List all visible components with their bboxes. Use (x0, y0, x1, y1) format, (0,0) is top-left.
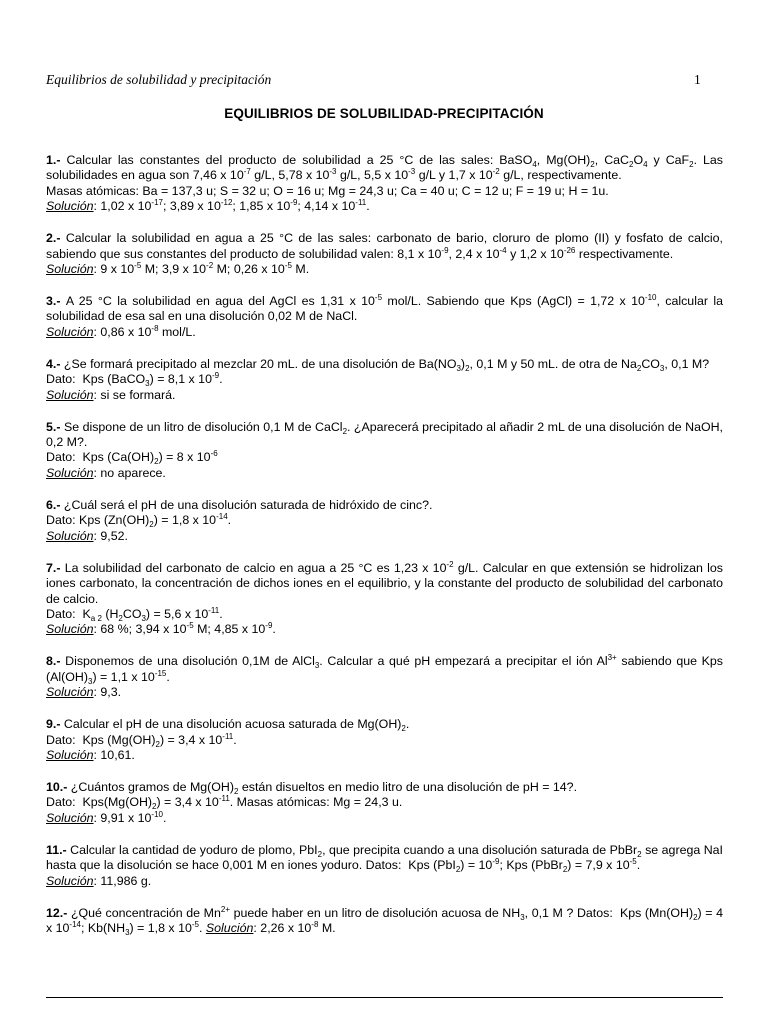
exercise-solution (206, 921, 336, 935)
exercise-solution (46, 199, 370, 213)
exercise-solution-line (46, 466, 723, 481)
exercise-number: 12.- (46, 905, 71, 920)
exercise-number: 6.- (46, 497, 64, 512)
exercise-solution (46, 748, 135, 762)
exercise-8 (46, 654, 723, 700)
solution-label: Solución (46, 262, 94, 277)
exercise-text: ¿Cuántos gramos de $Mg(OH)_2$ están disueltos en medio litro de una disolución de pH = 14?. (70, 779, 578, 796)
exercise-text: Calcular el pH de una disolución acuosa saturada de $Mg(OH)_2$. (63, 717, 410, 734)
exercise-data: Dato: Kps $(Zn(OH)_2) = 1,8$ x $10^{-14}$. (46, 512, 232, 530)
exercise-10 (46, 780, 723, 826)
exercise-9 (46, 717, 723, 763)
exercise-number: 8.- (46, 654, 66, 669)
exercise-text: Calcular la cantidad de yoduro de plomo, PbI$_2$, que precipita cuando a una disolución saturada de PbBr$_2$ se agrega NaI hasta que la disolución se hace 0,001 M en iones yoduro. Datos: Kps $(PbI_2) = 10^{-9}$; Kps (PbBr$_2$) = 7,9 x $10^{-5}$. (46, 842, 723, 875)
exercise-solution-line (46, 529, 723, 544)
exercise-5 (46, 420, 723, 482)
exercise-solution (46, 388, 175, 402)
solution-value: : 68 %; 3,94 x $10^{-5}$ M; 4,85 x $10^{-9}$. (93, 621, 276, 637)
exercise-11 (46, 843, 723, 889)
exercise-solution (46, 685, 121, 699)
exercise-data: Dato: Kps (BaCO$_3$) = 8,1 x $10^{-9}$. (46, 371, 223, 389)
exercise-number: 5.- (46, 419, 64, 434)
exercise-solution-line (46, 325, 723, 340)
exercise-text: ¿Cuál será el pH de una disolución saturada de hidróxido de cinc?. (63, 497, 433, 512)
exercise-solution (46, 466, 166, 480)
exercise-12 (46, 906, 723, 937)
exercise-number: 10.- (46, 779, 71, 794)
exercise-text: Calcular las constantes del producto de solubilidad a 25 °C de las sales: BaSO$_4$, $Mg(OH)_2$, $CaC_2O_4$ y CaF$_2$. Las solubilidades en agua son 7,46 x $10^{-7}$ g/L, 5,78 x $10^{-3}$ g/L, 5,5 x $10^{-3}$ g/L y 1,7 x $10^{-2}$ g/L, respectivamente. (46, 153, 723, 183)
solution-label: Solución (46, 324, 94, 339)
exercise-6 (46, 498, 723, 544)
exercise-text: La solubilidad del carbonato de calcio en agua a 25 °C es 1,23 x $10^{-2}$ g/L. Calcular en que extensión se hidrolizan los iones carbonato, la concentración de dichos iones en el equilibrio, y la constante del producto de solubilidad del carbonato de calcio. (46, 559, 724, 606)
solution-label: Solución (46, 387, 94, 402)
solution-label: Solución (46, 622, 94, 637)
exercise-4 (46, 357, 723, 403)
exercise-1 (46, 153, 723, 215)
solution-value: : 10,61. (93, 747, 135, 762)
exercise-data: Dato: $Kps(Mg(OH)_2) = 3,4$ x $10^{-11}$. Masas atómicas: Mg = 24,3 u. (46, 794, 403, 812)
exercise-statement (46, 153, 723, 184)
solution-value: : 9,91 x $10^{-10}$. (93, 809, 167, 825)
solution-label: Solución (46, 747, 94, 762)
solution-label: Solución (46, 685, 94, 700)
exercise-statement (46, 906, 723, 937)
running-header-title: Equilibrios de solubilidad y precipitación (46, 72, 272, 87)
solution-label: Solución (46, 465, 94, 480)
exercise-data: Dato: Kps $(Ca(OH)_2) = 8$ x $10^{-6}$ (46, 449, 218, 467)
exercise-statement (46, 780, 723, 795)
solution-label: Solución (46, 873, 94, 888)
exercise-text: ¿Se formará precipitado al mezclar 20 mL. de una disolución de $Ba(NO_3)_2$, 0,1 M y 50 mL. de otra de $Na_2CO_3$, 0,1 M? (63, 356, 710, 373)
exercise-2 (46, 231, 723, 277)
exercise-statement (46, 357, 723, 372)
exercise-solution (46, 622, 276, 636)
exercise-solution-line (46, 388, 723, 403)
solution-value: : no aparece. (93, 465, 166, 480)
exercise-statement (46, 717, 723, 732)
exercise-number: 3.- (46, 294, 66, 309)
exercise-text: Calcular la solubilidad en agua a 25 °C de las sales: carbonato de bario, cloruro de plomo (II) y fosfato de calcio, sabiendo que sus constantes del producto de solubilidad valen: 8,1 x $10^{-9}$, 2,4 x $10^{-4}$ y 1,2 x $10^{-26}$ respectivamente. (46, 231, 724, 261)
exercise-number: 1.- (46, 153, 67, 167)
exercise-number: 11.- (46, 842, 71, 857)
exercise-text: ¿Qué concentración de $Mn^{2+}$ puede haber en un litro de disolución acuosa de $NH_3$, 0,1 M ? Datos: Kps $(Mn(OH)_2) = 4$ x $10^{-14}$; $Kb(NH_3) = 1,8$ x $10^{-5}$. (46, 904, 723, 937)
exercise-text: Disponemos de una disolución 0,1M de AlCl$_3$. Calcular a qué pH empezará a precipitar el ión $Al^{3+}$ sabiendo que Kps $(Al(OH)_3) = 1,1$ x $10^{-15}$. (46, 653, 723, 686)
exercise-solution-line (46, 748, 723, 763)
exercise-7 (46, 561, 723, 638)
exercise-solution (46, 529, 128, 543)
exercise-data: Dato: Kps $(Mg(OH)_2) = 3,4$ x $10^{-11}$. (46, 731, 237, 749)
exercise-solution (46, 874, 151, 888)
exercise-solution (46, 262, 309, 276)
exercise-text: A 25 °C la solubilidad en agua del AgCl es 1,31 x $10^{-5}$ mol/L. Sabiendo que Kps (AgCl) = 1,72 x $10^{-10}$, calcular la solubilidad de esa sal en una disolución 0,02 M de NaCl. (46, 293, 723, 324)
solution-value: : 1,02 x $10^{-17}$; 3,89 x $10^{-12}$; 1,85 x $10^{-9}$; 4,14 x $10^{-11}$. (93, 198, 370, 214)
exercise-data: Dato: $K_{a 2}$ $(H_2CO_3) = 5,6$ x $10^{-11}$. (46, 605, 223, 623)
document-title: EQUILIBRIOS DE SOLUBILIDAD-PRECIPITACIÓN (224, 106, 544, 121)
solution-value: : si se formará. (93, 387, 176, 402)
exercise-statement (46, 654, 723, 685)
exercise-solution-line (46, 811, 723, 826)
exercise-statement (46, 294, 723, 325)
solution-label: Solución (205, 920, 254, 935)
exercise-solution-line (46, 685, 723, 700)
solution-value: : 11,986 g. (93, 873, 152, 888)
exercise-data: Masas atómicas: Ba = 137,3 u; S = 32 u; O = 16 u; Mg = 24,3 u; Ca = 40 u; C = 12 u; F = 19 u; H = 1u. (46, 183, 609, 198)
exercise-number: 2.- (46, 231, 66, 246)
solution-value: : 2,26 x $10^{-8}$ M. (253, 919, 336, 935)
exercise-number: 9.- (46, 717, 64, 732)
exercise-statement (46, 498, 723, 513)
exercise-statement (46, 843, 723, 874)
solution-value: : 0,86 x $10^{-8}$ mol/L. (93, 323, 196, 339)
solution-value: : 9 x $10^{-5}$ M; 3,9 x $10^{-2}$ M; 0,26 x $10^{-5}$ M. (93, 261, 310, 277)
exercise-solution-line (46, 199, 723, 214)
solution-label: Solución (46, 199, 94, 214)
exercise-number: 7.- (46, 560, 65, 575)
solution-label: Solución (46, 810, 94, 825)
exercise-statement (46, 231, 723, 262)
exercise-statement (46, 420, 723, 451)
exercise-solution (46, 811, 166, 825)
solution-value: : 9,3. (93, 685, 122, 700)
exercise-text: Se dispone de un litro de disolución 0,1 M de CaCl$_2$. ¿Aparecerá precipitado al añadir 2 mL de una disolución de NaOH, 0,2 M?. (46, 419, 723, 450)
exercise-list (46, 153, 723, 953)
exercise-statement (46, 561, 723, 607)
footer-divider (46, 997, 723, 998)
solution-value: : 9,52. (93, 528, 128, 543)
exercise-solution-line (46, 262, 723, 277)
exercise-3 (46, 294, 723, 340)
solution-label: Solución (46, 528, 94, 543)
exercise-number: 4.- (46, 356, 64, 371)
exercise-solution-line (46, 622, 723, 637)
exercise-solution (46, 325, 196, 339)
page-number: 1 (694, 72, 701, 87)
exercise-solution-line (46, 874, 723, 889)
